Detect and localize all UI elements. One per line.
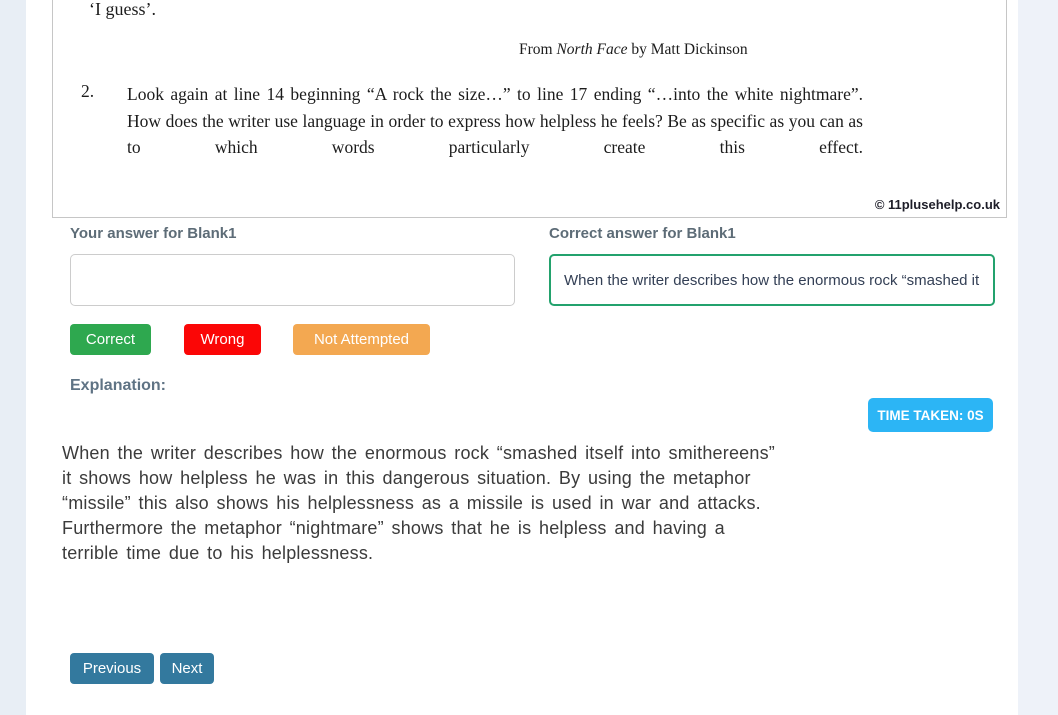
question-number: 2.	[81, 81, 95, 101]
explanation-line: Furthermore the metaphor “nightmare” shows that he is helpless and having a	[62, 518, 725, 538]
your-answer-label: Your answer for Blank1	[70, 225, 237, 242]
passage-last-line: ‘I guess’.	[89, 0, 156, 19]
explanation-text	[62, 441, 775, 566]
explanation-line: it shows how helpless he was in this dangerous situation. By using the metaphor	[62, 468, 751, 488]
next-button[interactable]: Next	[160, 653, 214, 684]
right-gutter	[1018, 0, 1058, 715]
passage-attribution	[519, 41, 748, 59]
wrong-button[interactable]: Wrong	[184, 324, 261, 355]
your-answer-input[interactable]	[70, 254, 515, 306]
correct-button[interactable]: Correct	[70, 324, 151, 355]
attribution-prefix: From	[519, 41, 557, 58]
correct-answer-label: Correct answer for Blank1	[549, 225, 736, 242]
passage-panel	[52, 0, 1007, 218]
explanation-heading: Explanation:	[70, 377, 167, 394]
correct-answer-input[interactable]	[549, 254, 995, 306]
explanation-line: When the writer describes how the enormous rock “smashed itself into smithereens”	[62, 443, 775, 463]
attribution-author: by Matt Dickinson	[627, 41, 748, 58]
copyright-text: © 11plusehelp.co.uk	[874, 197, 1000, 212]
explanation-line: terrible time due to his helplessness.	[62, 543, 374, 563]
left-gutter	[0, 0, 26, 715]
not-attempted-button[interactable]: Not Attempted	[293, 324, 430, 355]
attribution-book-title: North Face	[556, 41, 628, 58]
previous-button[interactable]: Previous	[70, 653, 154, 684]
explanation-line: “missile” this also shows his helplessness as a missile is used in war and attacks.	[62, 493, 761, 513]
question-text: Look again at line 14 beginning “A rock the size…” to line 17 ending “…into the white nightmare”. How does the writer use language in order to express how helpless he feels? Be as specific as you can as to which words particularly create this effect.	[127, 84, 863, 157]
time-taken-badge: TIME TAKEN: 0S	[868, 398, 993, 432]
